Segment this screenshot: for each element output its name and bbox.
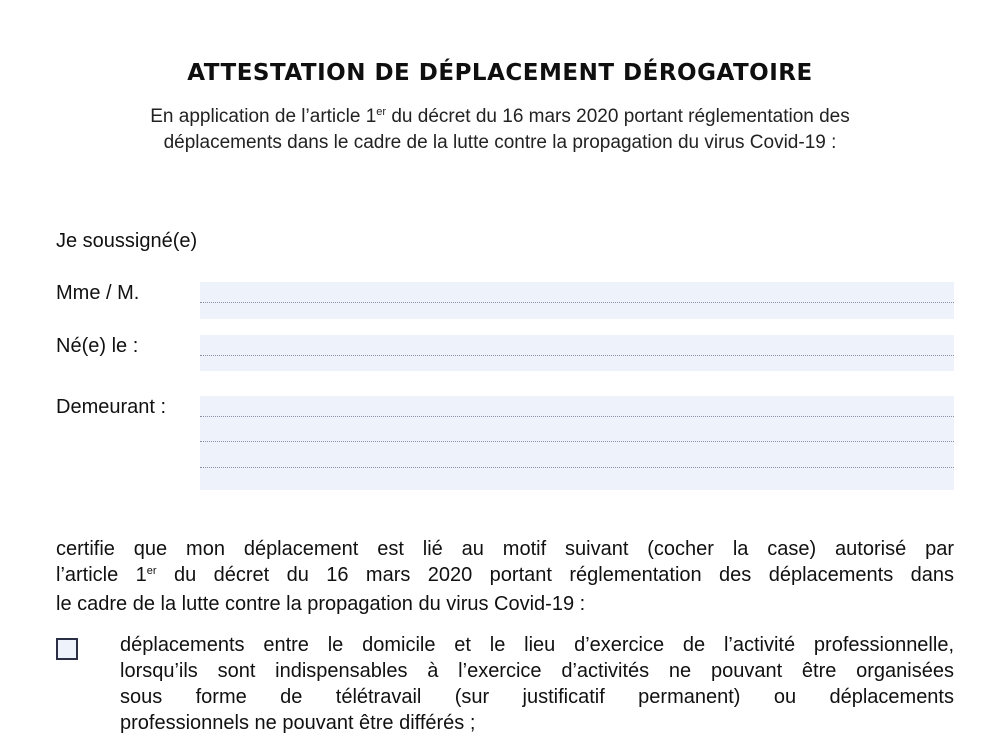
certify-superscript: er bbox=[146, 565, 157, 577]
subtitle-line1-end: du décret du 16 mars 2020 portant réglementation des bbox=[386, 106, 850, 127]
motif-1-line-2: lorsqu’ils sont indispensables à l’exercice d’activités ne pouvant être organisées bbox=[120, 660, 954, 682]
birth-label: Né(e) le : bbox=[56, 335, 139, 357]
address-label: Demeurant : bbox=[56, 396, 167, 418]
subtitle-line1-start: En application de l’article 1 bbox=[150, 106, 377, 127]
certify-line-2 bbox=[56, 562, 954, 591]
certify-line-2-start: l’article 1 bbox=[56, 564, 147, 586]
certify-line-1: certifie que mon déplacement est lié au motif suivant (cocher la case) autorisé par bbox=[56, 538, 954, 560]
certify-line-3: le cadre de la lutte contre la propagation du virus Covid-19 : bbox=[56, 593, 586, 615]
document-title: ATTESTATION DE DÉPLACEMENT DÉROGATOIRE bbox=[187, 60, 813, 86]
name-field[interactable] bbox=[200, 282, 954, 319]
motif-checkbox-1[interactable] bbox=[56, 638, 78, 660]
address-dotted-line-2 bbox=[200, 441, 954, 442]
certify-paragraph bbox=[56, 536, 954, 617]
address-dotted-line-3 bbox=[200, 467, 954, 468]
motif-option-1 bbox=[120, 632, 954, 736]
birth-date-field[interactable] bbox=[200, 335, 954, 371]
birth-dotted-line bbox=[200, 355, 954, 356]
address-dotted-line-1 bbox=[200, 416, 954, 417]
name-dotted-line bbox=[200, 302, 954, 303]
intro-label: Je soussigné(e) bbox=[56, 230, 198, 252]
address-field[interactable] bbox=[200, 396, 954, 490]
name-label: Mme / M. bbox=[56, 282, 140, 304]
certify-line-2-end: du décret du 16 mars 2020 portant réglementation des déplacements dans bbox=[156, 564, 955, 586]
subtitle-line2: déplacements dans le cadre de la lutte contre la propagation du virus Covid-19 : bbox=[163, 132, 837, 153]
motif-1-line-1: déplacements entre le domicile et le lieu d’exercice de l’activité professionnelle, bbox=[120, 634, 954, 656]
motif-1-line-4: professionnels ne pouvant être différés ; bbox=[120, 712, 476, 734]
document-subtitle bbox=[60, 105, 940, 155]
motif-1-line-3: sous forme de télétravail (sur justificatif permanent) ou déplacements bbox=[120, 686, 954, 708]
subtitle-superscript: er bbox=[376, 106, 387, 118]
